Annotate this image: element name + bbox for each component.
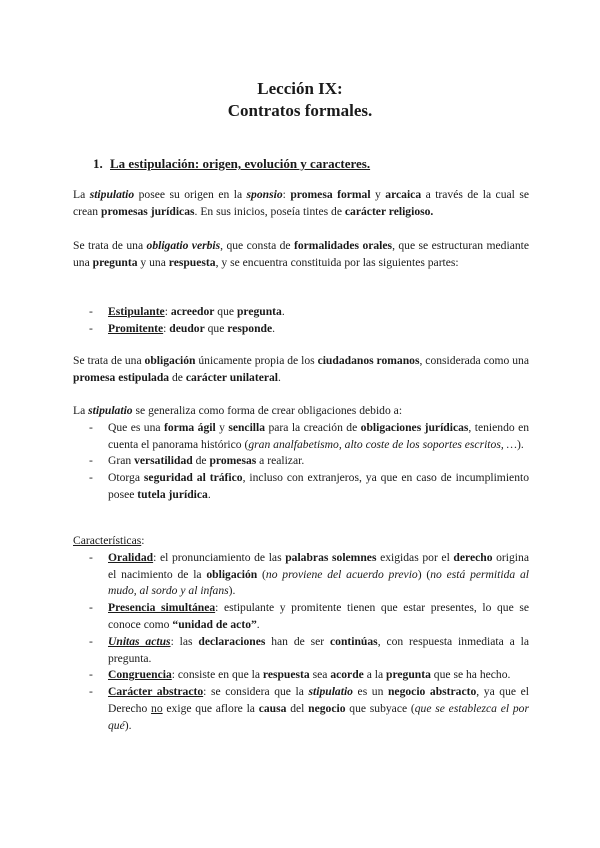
section-number: 1. — [93, 156, 103, 171]
list-item — [73, 667, 529, 684]
list-item — [73, 684, 529, 734]
text-run: Otorga — [108, 471, 144, 485]
text-run: sencilla — [228, 420, 266, 434]
text-run: : el pronunciamiento de las — [153, 550, 286, 564]
paragraph-generalization — [73, 403, 529, 504]
text-run: promesa formal — [290, 188, 371, 201]
text-run: acorde — [330, 668, 364, 682]
text-run: Presencia simultánea — [108, 601, 216, 615]
list-item — [73, 634, 529, 668]
text-run: ciudadanos romanos — [317, 354, 420, 367]
text-run: sponsio — [246, 188, 283, 201]
text-run: stipulatio — [88, 404, 133, 417]
text-run: no está permitida al mudo, al sordo y al infans — [108, 567, 529, 598]
text-run: que subyace ( — [345, 701, 415, 715]
text-run: Oralidad — [108, 550, 154, 564]
text-run: pregunta — [236, 305, 282, 318]
text-run: que — [214, 305, 237, 318]
text-run: declaraciones — [198, 634, 266, 648]
text-run: que se establezca el por qué — [108, 701, 529, 732]
list-item — [73, 470, 529, 504]
text-run: obligatio verbis — [146, 239, 221, 252]
text-run: Estipulante — [108, 305, 165, 318]
text-run: , considerada como una — [419, 354, 529, 367]
text-run: : consiste en que la — [171, 668, 263, 682]
text-run: Que es una — [108, 420, 164, 434]
text-run: , que se estructuran mediante una — [73, 239, 530, 269]
text-run: Se trata de una — [73, 354, 145, 367]
paragraph-origin — [73, 187, 529, 221]
text-run: carácter unilateral — [185, 370, 279, 384]
text-run: obligación — [144, 354, 196, 367]
text-run: que se ha hecho. — [430, 668, 511, 682]
text-run: Gran — [108, 454, 135, 468]
text-run: obligación — [206, 567, 258, 581]
text-run: carácter religioso. — [344, 204, 434, 218]
text-run: palabras solemnes — [285, 550, 377, 564]
text-run: y — [215, 420, 229, 434]
text-run: Carácter abstracto — [108, 685, 204, 699]
text-run: , teniendo en cuenta el panorama histórico ( — [108, 420, 530, 451]
text-run: : las — [170, 634, 199, 648]
text-run: seguridad al tráfico — [143, 471, 243, 485]
text-run: ). — [124, 718, 132, 732]
text-run: se generaliza como forma de crear obligaciones debido a: — [132, 404, 403, 417]
text-run: arcaica — [385, 188, 422, 201]
text-run: . — [207, 487, 211, 501]
text-run: ). — [228, 584, 236, 598]
list-item — [73, 600, 529, 634]
text-run: tutela jurídica — [137, 487, 208, 501]
text-run: promesas — [209, 454, 257, 468]
text-run: : — [164, 305, 171, 318]
text-run: pregunta — [386, 668, 431, 682]
text-run: : se considera que la — [203, 685, 309, 699]
parts-list — [73, 304, 529, 338]
text-run: gran analfabetismo, alto coste de los soportes escritos, … — [248, 437, 517, 451]
text-run: de — [192, 454, 210, 468]
text-run: obligaciones jurídicas — [360, 420, 469, 434]
text-run: respuesta — [262, 668, 310, 682]
text-run: . — [256, 617, 260, 631]
text-run: : — [163, 321, 170, 335]
text-run: La — [73, 404, 89, 417]
text-run: posee su origen en la — [134, 188, 247, 201]
text-run: . — [278, 370, 281, 384]
text-run: promesa estipulada — [73, 370, 170, 384]
list-item — [73, 321, 529, 338]
text-run: . — [281, 305, 285, 318]
text-run: La — [73, 188, 90, 201]
text-run: del — [286, 701, 309, 715]
text-run: origina el nacimiento de la — [108, 550, 529, 581]
text-run: pregunta — [92, 255, 138, 269]
text-run: Se trata de una — [73, 239, 147, 252]
text-run: y una — [137, 255, 169, 269]
text-run: , con respuesta inmediata a la pregunta. — [108, 634, 530, 665]
list-item — [73, 420, 529, 454]
text-run: versatilidad — [134, 454, 193, 468]
text-run: y — [370, 188, 386, 201]
text-run: : — [141, 534, 145, 547]
text-run: para la creación de — [265, 420, 361, 434]
list-item — [73, 304, 529, 321]
text-run: Congruencia — [108, 668, 172, 682]
text-run: promesas jurídicas — [101, 204, 195, 218]
text-run: responde — [227, 321, 273, 335]
list-item — [73, 453, 529, 470]
text-run: derecho — [453, 550, 493, 564]
text-run: deudor — [169, 321, 205, 335]
text-run: es un — [352, 685, 388, 699]
text-run: Promitente — [108, 321, 164, 335]
text-run: causa — [258, 701, 287, 715]
text-run: ). — [516, 437, 524, 451]
text-run: a realizar. — [256, 454, 305, 468]
text-run: stipulatio — [308, 685, 353, 699]
text-run: : — [282, 188, 291, 201]
text-run: , y se encuentra constituida por las siguientes partes: — [215, 255, 459, 269]
text-run: “unidad de acto” — [172, 617, 257, 631]
text-run: acreedor — [170, 305, 215, 318]
text-run: que — [204, 321, 228, 335]
list-item — [73, 550, 529, 600]
text-run: no — [151, 701, 163, 715]
text-run: exigidas por el — [376, 550, 454, 564]
section-heading — [93, 156, 370, 172]
text-run: de — [169, 370, 186, 384]
paragraph-obligatio — [73, 238, 529, 272]
text-run: Unitas actus — [108, 634, 171, 648]
text-run: ( — [257, 567, 266, 581]
text-run: han de ser — [265, 634, 331, 648]
text-run: negocio abstracto — [387, 685, 477, 699]
text-run: , ya que el Derecho — [108, 685, 529, 715]
text-run: a través de la cual se crean — [73, 188, 529, 218]
characteristics-section — [73, 533, 529, 735]
section-title: La estipulación: origen, evolución y caracteres. — [110, 156, 371, 171]
text-run: negocio — [308, 701, 346, 715]
text-run: formalidades orales — [293, 239, 393, 252]
text-run: continúas — [330, 634, 378, 648]
paragraph-obligacion — [73, 353, 529, 387]
text-run: , que consta de — [220, 239, 294, 252]
text-run: forma ágil — [163, 420, 216, 434]
text-run: : estipulante y promitente tienen que estar presentes, lo que se conoce como — [108, 601, 529, 631]
text-run: sea — [309, 668, 331, 682]
characteristics-label: Características — [73, 534, 142, 547]
term: stipulatio — [89, 188, 135, 201]
text-run: respuesta — [168, 255, 216, 269]
text-run: . En sus inicios, poseía tintes de — [194, 204, 345, 218]
lesson-subtitle: Contratos formales. — [227, 101, 373, 120]
text-run: . — [272, 321, 276, 335]
text-run: , incluso con extranjeros, ya que en caso de incumplimiento posee — [108, 471, 530, 501]
lesson-title: Lección IX: — [257, 79, 343, 98]
text-run: no proviene del acuerdo previo — [265, 567, 418, 581]
text-run: ) ( — [417, 567, 431, 581]
text-run: exige que aflore la — [162, 701, 259, 715]
text-run: a la — [363, 668, 387, 682]
text-run: únicamente propia de los — [195, 354, 318, 367]
